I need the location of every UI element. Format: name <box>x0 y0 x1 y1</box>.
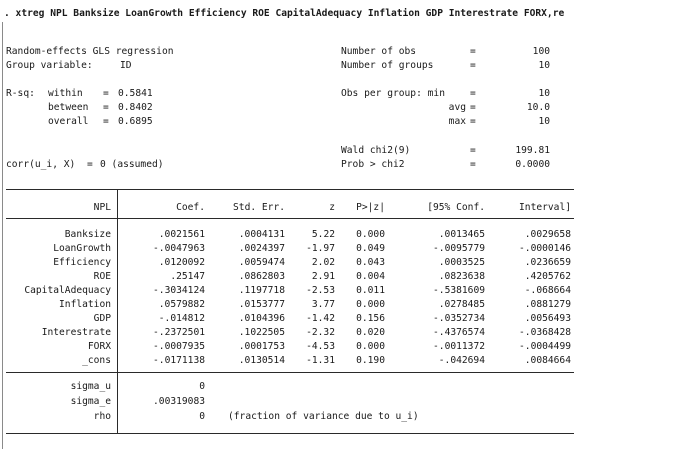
ci-low-cell: -.4376574 <box>433 327 485 338</box>
row-label: FORX <box>87 341 111 352</box>
coef-cell: -.0171138 <box>153 355 205 366</box>
table-mid-rule <box>6 372 574 373</box>
row-label: LoanGrowth <box>53 243 111 254</box>
row-label: GDP <box>93 313 111 324</box>
min-eq: = <box>470 88 476 99</box>
std-err-cell: .0862803 <box>238 271 285 282</box>
rho-note: (fraction of variance due to u_i) <box>228 411 419 422</box>
max-label: max <box>448 116 466 127</box>
ci-high-cell: -.0368428 <box>519 327 571 338</box>
ci-high-cell: .0236659 <box>524 257 571 268</box>
ci-high-cell: .0084664 <box>524 355 571 366</box>
p-value-cell: 0.190 <box>356 355 385 366</box>
std-err-cell: .0001753 <box>238 341 285 352</box>
z-cell: -1.97 <box>306 243 335 254</box>
within-label: within <box>48 88 83 99</box>
ci-low-cell: .0003525 <box>438 257 485 268</box>
rho-value: 0 <box>199 411 205 422</box>
group-variable-value: ID <box>120 60 132 71</box>
col-z-header: z <box>329 202 335 213</box>
z-cell: -2.53 <box>306 285 335 296</box>
coef-cell: -.2372501 <box>153 327 205 338</box>
ci-high-cell: .0029658 <box>524 229 571 240</box>
ci-low-cell: .0013465 <box>438 229 485 240</box>
table-bottom-rule <box>6 433 574 434</box>
prob-eq: = <box>470 159 476 170</box>
coef-cell: .0021561 <box>158 229 205 240</box>
z-cell: 5.22 <box>311 229 335 240</box>
ci-high-cell: .4205762 <box>524 271 571 282</box>
rsq-label: R-sq: <box>6 88 35 99</box>
z-cell: 2.02 <box>311 257 335 268</box>
wald-eq: = <box>470 145 476 156</box>
coef-cell: -.0047963 <box>153 243 205 254</box>
ci-high-cell: .0056493 <box>524 313 571 324</box>
row-label: Banksize <box>64 229 111 240</box>
row-label: ROE <box>93 271 111 282</box>
std-err-cell: .1197718 <box>238 285 285 296</box>
wald-value: 199.81 <box>515 145 550 156</box>
avg-label: avg <box>448 102 466 113</box>
ci-low-cell: .0823638 <box>438 271 485 282</box>
col-coef-header: Coef. <box>176 202 205 213</box>
avg-eq: = <box>470 102 476 113</box>
max-eq: = <box>470 116 476 127</box>
z-cell: -2.32 <box>306 327 335 338</box>
prob-value: 0.0000 <box>515 159 550 170</box>
command-line: . xtreg NPL Banksize LoanGrowth Efficiency ROE CapitalAdequacy Inflation GDP Interestrate FORX,re <box>4 8 565 19</box>
coef-cell: -.014812 <box>158 313 205 324</box>
p-value-cell: 0.043 <box>356 257 385 268</box>
col-se-header: Std. Err. <box>233 202 285 213</box>
coef-cell: .25147 <box>170 271 205 282</box>
model-title: Random-effects GLS regression <box>6 46 174 57</box>
z-cell: -1.31 <box>306 355 335 366</box>
coef-cell: -.3034124 <box>153 285 205 296</box>
ci-low-cell: -.0095779 <box>433 243 485 254</box>
row-label: Interestrate <box>41 327 111 338</box>
row-label: CapitalAdequacy <box>24 285 111 296</box>
overall-value: 0.6895 <box>118 116 153 127</box>
p-value-cell: 0.004 <box>356 271 385 282</box>
ngroups-eq: = <box>470 60 476 71</box>
group-variable-label: Group variable: <box>6 60 93 71</box>
ngroups-value: 10 <box>538 60 550 71</box>
coef-cell: .0579882 <box>158 299 205 310</box>
within-value: 0.5841 <box>118 88 153 99</box>
ci-high-cell: -.0000146 <box>519 243 571 254</box>
std-err-cell: .0130514 <box>238 355 285 366</box>
p-value-cell: 0.000 <box>356 341 385 352</box>
obs-per-group-label: Obs per group: min <box>341 88 445 99</box>
ci-low-cell: -.042694 <box>438 355 485 366</box>
std-err-cell: .0024397 <box>238 243 285 254</box>
col-p-header: P>|z| <box>356 202 385 213</box>
ci-low-cell: -.0011372 <box>433 341 485 352</box>
max-value: 10 <box>538 116 550 127</box>
p-value-cell: 0.000 <box>356 299 385 310</box>
z-cell: 3.77 <box>311 299 335 310</box>
ci-low-cell: -.5381609 <box>433 285 485 296</box>
corr-label: corr(u_i, X) <box>6 159 76 170</box>
overall-eq: = <box>103 116 109 127</box>
row-label: Inflation <box>59 299 111 310</box>
table-header-rule <box>6 218 574 219</box>
p-value-cell: 0.011 <box>356 285 385 296</box>
rho-label: rho <box>93 411 111 422</box>
between-label: between <box>48 102 89 113</box>
sigma-u-value: 0 <box>199 381 205 392</box>
min-value: 10 <box>538 88 550 99</box>
std-err-cell: .0059474 <box>238 257 285 268</box>
p-value-cell: 0.049 <box>356 243 385 254</box>
corr-value: 0 (assumed) <box>100 159 164 170</box>
std-err-cell: .0004131 <box>238 229 285 240</box>
ci-high-cell: -.068664 <box>524 285 571 296</box>
avg-value: 10.0 <box>526 102 550 113</box>
sigma-u-label: sigma_u <box>70 381 111 392</box>
z-cell: -4.53 <box>306 341 335 352</box>
nobs-value: 100 <box>532 46 550 57</box>
ci-low-cell: -.0352734 <box>433 313 485 324</box>
prob-label: Prob > chi2 <box>341 159 405 170</box>
wald-label: Wald chi2(9) <box>341 145 411 156</box>
ci-high-cell: .0881279 <box>524 299 571 310</box>
table-vertical-rule <box>117 189 118 434</box>
std-err-cell: .0153777 <box>238 299 285 310</box>
nobs-eq: = <box>470 46 476 57</box>
p-value-cell: 0.000 <box>356 229 385 240</box>
table-top-rule <box>6 189 574 190</box>
p-value-cell: 0.020 <box>356 327 385 338</box>
std-err-cell: .1022505 <box>238 327 285 338</box>
ci-low-cell: .0278485 <box>438 299 485 310</box>
col-ci-low-header: [95% Conf. <box>427 202 485 213</box>
p-value-cell: 0.156 <box>356 313 385 324</box>
depvar-header: NPL <box>93 202 111 213</box>
std-err-cell: .0104396 <box>238 313 285 324</box>
ngroups-label: Number of groups <box>341 60 434 71</box>
ci-high-cell: -.0004499 <box>519 341 571 352</box>
coef-cell: -.0007935 <box>153 341 205 352</box>
within-eq: = <box>103 88 109 99</box>
row-label: Efficiency <box>53 257 111 268</box>
between-value: 0.8402 <box>118 102 153 113</box>
z-cell: 2.91 <box>311 271 335 282</box>
coef-cell: .0120092 <box>158 257 205 268</box>
left-border <box>2 22 3 449</box>
z-cell: -1.42 <box>306 313 335 324</box>
sigma-e-label: sigma_e <box>70 396 111 407</box>
sigma-e-value: .00319083 <box>153 396 205 407</box>
row-label: _cons <box>82 355 111 366</box>
nobs-label: Number of obs <box>341 46 417 57</box>
overall-label: overall <box>48 116 89 127</box>
between-eq: = <box>103 102 109 113</box>
col-ci-high-header: Interval] <box>519 202 571 213</box>
corr-eq: = <box>87 159 93 170</box>
